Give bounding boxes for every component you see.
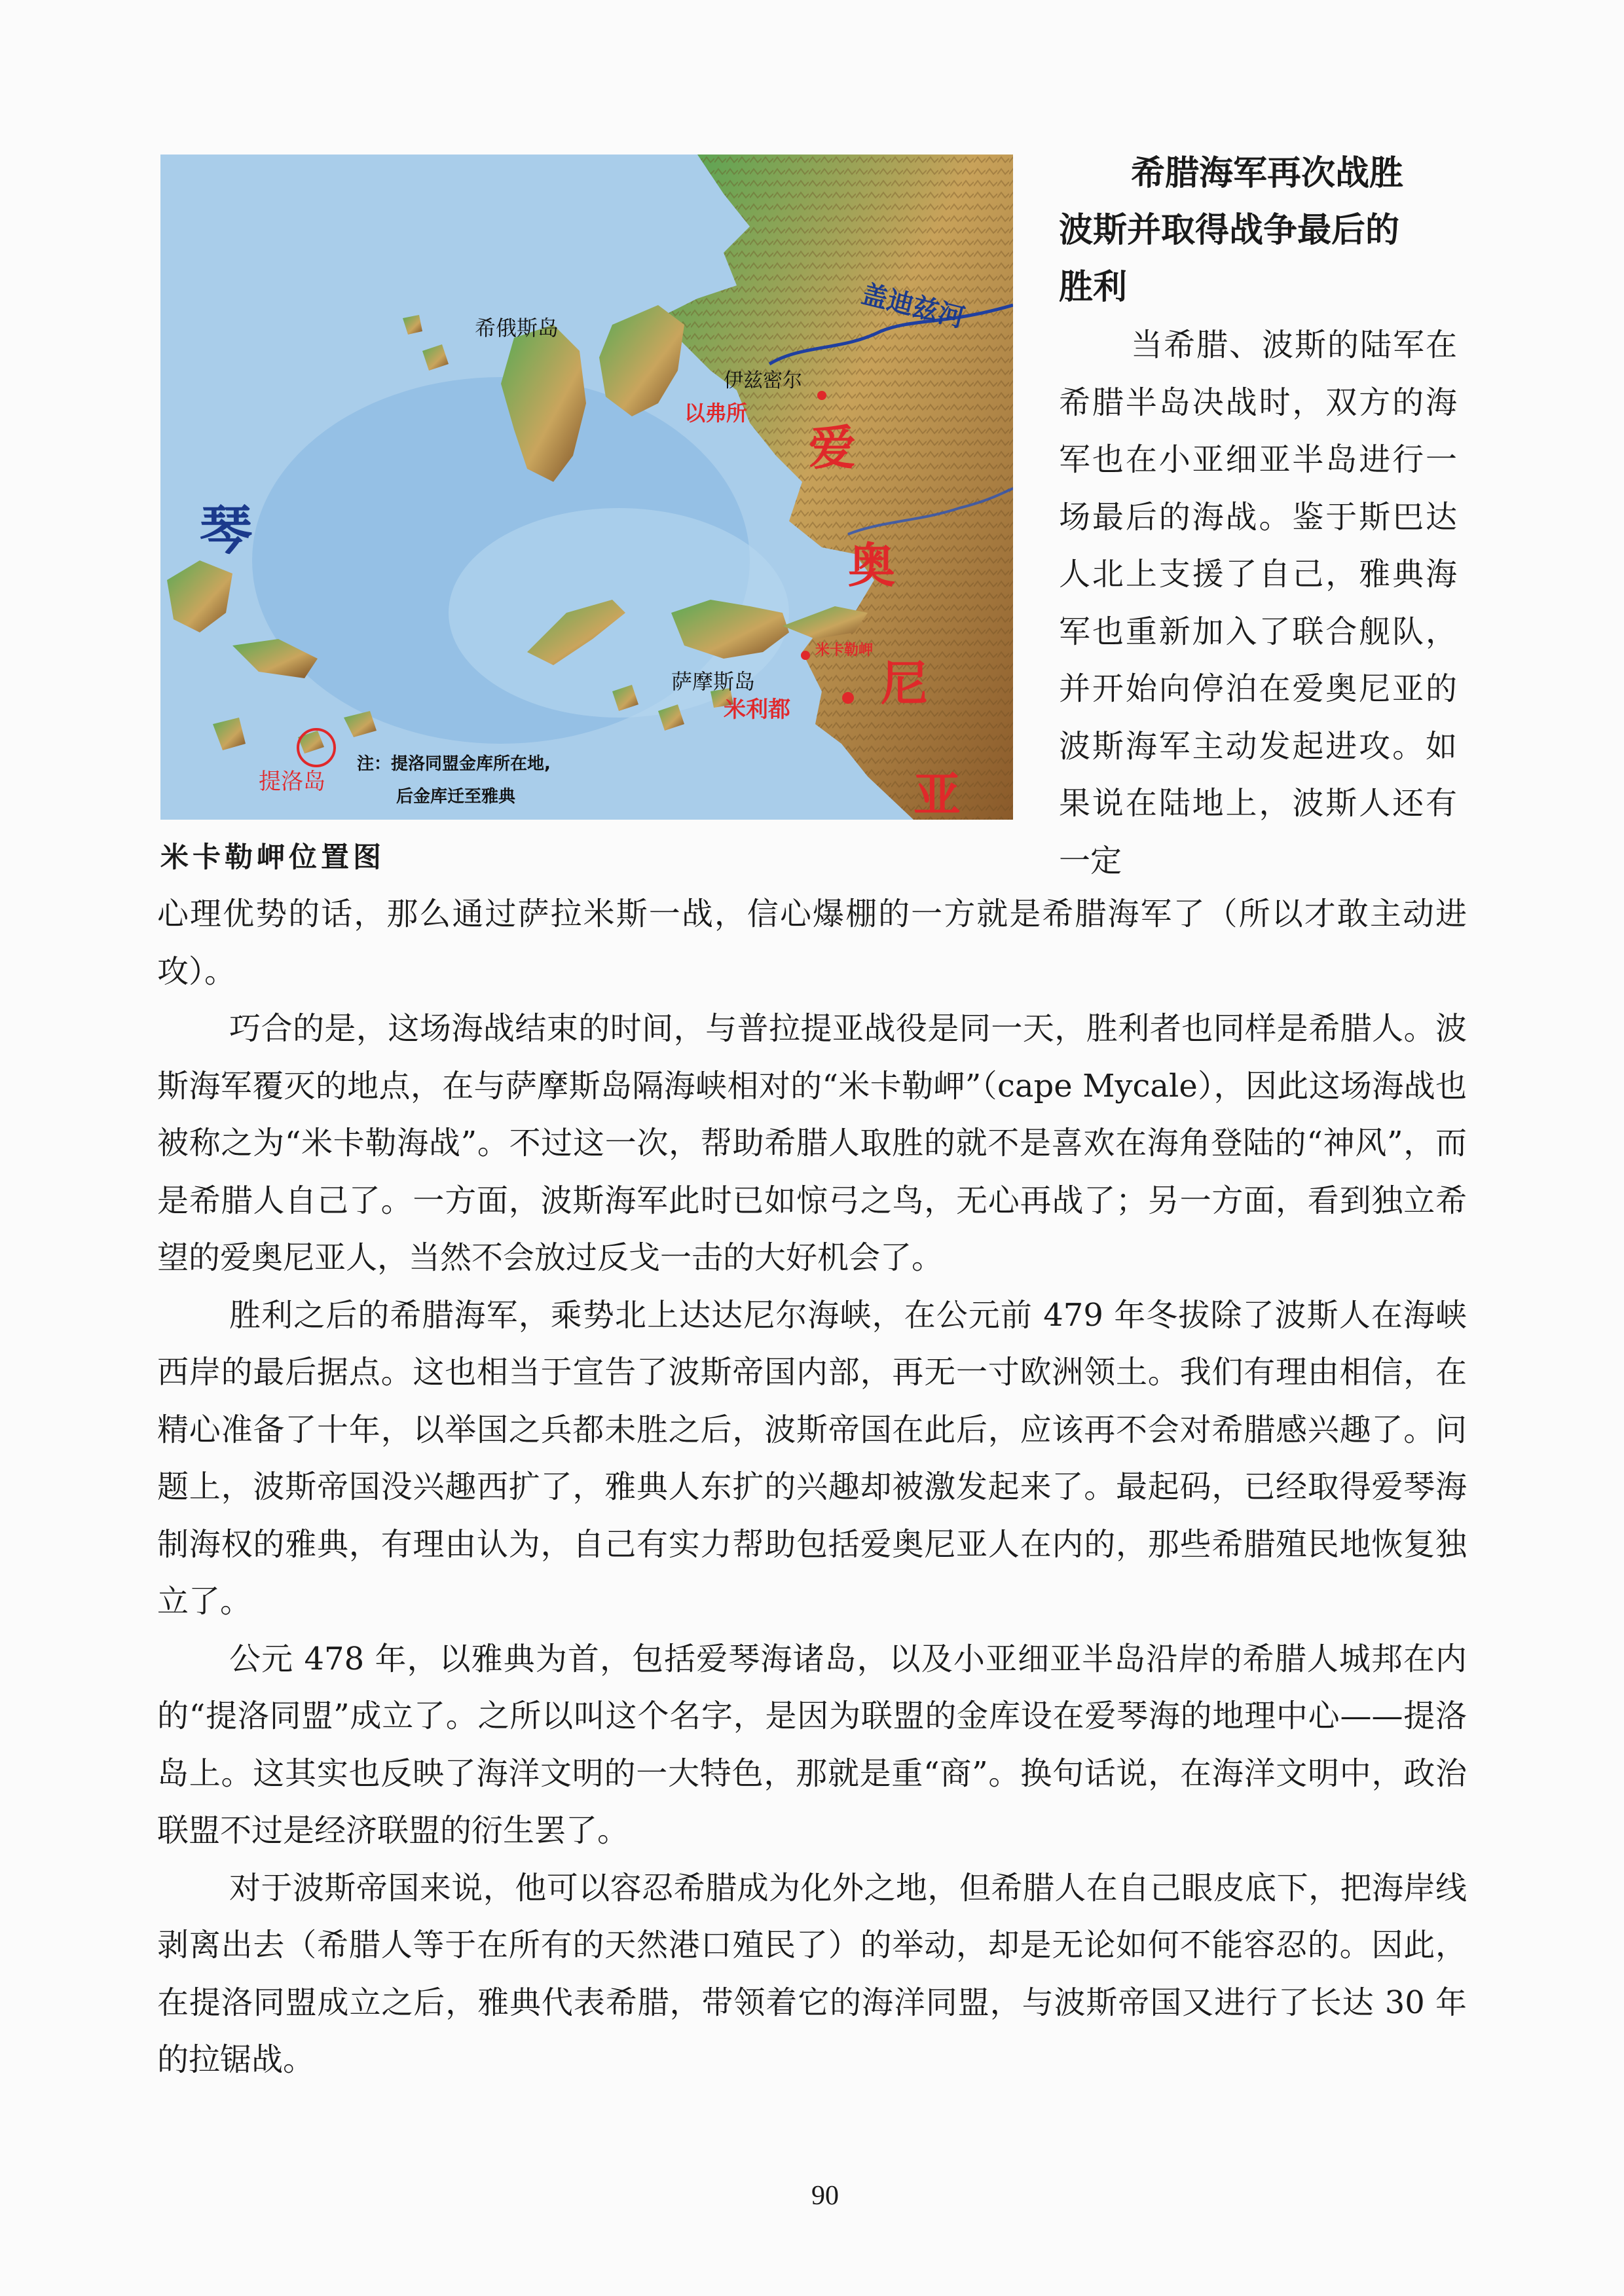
label-mycale: 米卡勒岬 [815,642,874,659]
label-ionia-ya: 亚 [913,767,961,820]
label-chios: 希俄斯岛 [475,316,559,340]
paragraph-continued: 心理优势的话，那么通过萨拉米斯一战，信心爆棚的一方就是希腊海军了（所以才敢主动进攻）。 [157,896,1467,990]
label-ionia-ai: 爱 [809,420,857,475]
label-samos: 萨摩斯岛 [671,669,756,694]
map-image [160,155,1013,820]
label-ionia-ao: 奥 [848,538,896,593]
label-ephesus: 以弗所 [684,401,748,426]
paragraph-persia: 对于波斯帝国来说，他可以容忍希腊成为化外之地，但希腊人在自己眼皮底下，把海岸线剥离出去（希腊人等于在所有的天然港口殖民了）的举动，却是无论如何不能容忍的。因此，在提洛同盟成立之后，雅典代表希腊，带领着它的海洋同盟，与波斯帝国又进行了长达 30 年的拉锯战。 [157,1869,1467,2078]
section-heading [1059,145,1478,316]
label-miletus: 米利都 [724,697,790,723]
label-river: 盖迪兹河 [858,279,968,334]
label-izmir: 伊兹密尔 [724,369,802,392]
heading-line-2: 波斯并取得战争最后的 [1059,211,1400,250]
map-note-line2: 后金库迁至雅典 [396,787,516,807]
map-note-line1: 注：提洛同盟金库所在地, [357,754,551,774]
page-number: 90 [811,2181,839,2211]
label-ionia-ni: 尼 [881,656,929,711]
label-delos: 提洛岛 [259,769,325,795]
label-aegean-qin: 琴 [200,500,252,561]
heading-line-3: 胜利 [1059,268,1128,307]
heading-line-1: 希腊海军再次战胜 [1131,154,1404,193]
paragraph-mycale: 巧合的是，这场海战结束的时间，与普拉提亚战役是同一天，胜利者也同样是希腊人。波斯海军覆灭的地点，在与萨摩斯岛隔海峡相对的“米卡勒岬”（cape Mycale），因此这场海战也被称之为“米卡勒海战”。不过这一次，帮助希腊人取胜的就不是喜欢在海角登陆的“神风”，而是希腊人自己了。一方面，波斯海军此时已如惊弓之鸟，无心再战了；另一方面，看到独立希望的爱奥尼亚人，当然不会放过反戈一击的大好机会了。 [157,1010,1467,1276]
main-text [157,886,1467,2089]
side-paragraph [1059,317,1457,890]
paragraph-delian-league: 公元 478 年，以雅典为首，包括爱琴海诸岛，以及小亚细亚半岛沿岸的希腊人城邦在内的“提洛同盟”成立了。之所以叫这个名字，是因为联盟的金库设在爱琴海的地理中心——提洛岛上。这其实也反映了海洋文明的一大特色，那就是重“商”。换句话说，在海洋文明中，政治联盟不过是经济联盟的衍生罢了。 [157,1640,1467,1849]
map-figure [160,155,1013,820]
paragraph-intro: 当希腊、波斯的陆军在希腊半岛决战时，双方的海军也在小亚细亚半岛进行一场最后的海战。鉴于斯巴达人北上支援了自己，雅典海军也重新加入了联合舰队，并开始向停泊在爱奥尼亚的波斯海军主动发起进攻。如果说在陆地上，波斯人还有一定 [1059,327,1457,879]
paragraph-dardanelles: 胜利之后的希腊海军，乘势北上达达尼尔海峡，在公元前 479 年冬拔除了波斯人在海峡西岸的最后据点。这也相当于宣告了波斯帝国内部，再无一寸欧洲领土。我们有理由相信，在精心准备了十年，以举国之兵都未胜之后，波斯帝国在此后，应该再不会对希腊感兴趣了。问题上，波斯帝国没兴趣西扩了，雅典人东扩的兴趣却被激发起来了。最起码，已经取得爱琴海制海权的雅典，有理由认为，自己有实力帮助包括爱奥尼亚人在内的，那些希腊殖民地恢复独立了。 [157,1296,1467,1620]
figure-caption: 米卡勒岬位置图 [160,841,385,874]
